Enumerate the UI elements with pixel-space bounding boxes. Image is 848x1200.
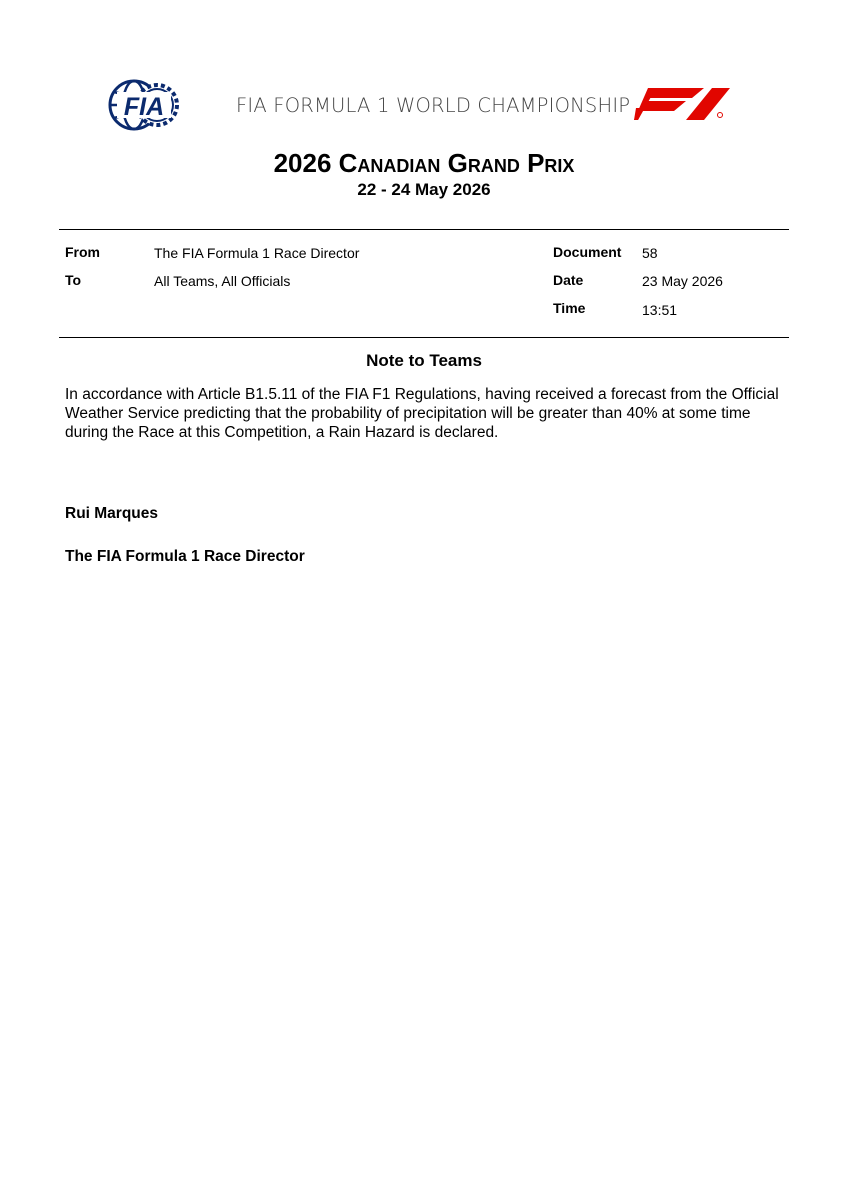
date-label: Date	[553, 272, 584, 288]
svg-text:FIA: FIA	[123, 93, 165, 121]
time-value: 13:51	[642, 302, 678, 318]
note-body: In accordance with Article B1.5.11 of the FIA F1 Regulations, having received a forecast from the Official Weather Service predicting that the probability of precipitation will be greater than 40% at some time during the Race at this Competition, a Rain Hazard is declared.	[65, 386, 779, 441]
fia-logo	[107, 78, 181, 132]
championship-title: FIA FORMULA 1 WORLD CHAMPIONSHIP	[236, 94, 631, 117]
header-divider-bottom	[59, 337, 789, 338]
document-value: 58	[642, 245, 658, 261]
document-label: Document	[553, 244, 622, 260]
event-dates: 22 - 24 May 2026	[357, 180, 491, 199]
to-value: All Teams, All Officials	[154, 273, 291, 289]
header-divider-top	[59, 229, 789, 230]
from-value: The FIA Formula 1 Race Director	[154, 245, 360, 261]
note-title: Note to Teams	[366, 351, 482, 370]
event-title: 2026 Canadian Grand Prix	[273, 148, 575, 178]
f1-logo	[634, 88, 738, 120]
signatory-role: The FIA Formula 1 Race Director	[65, 548, 305, 565]
to-label: To	[65, 272, 82, 288]
from-label: From	[65, 244, 100, 260]
date-value: 23 May 2026	[642, 273, 723, 289]
time-label: Time	[553, 300, 586, 316]
document-header	[0, 0, 848, 140]
signatory-name: Rui Marques	[65, 505, 159, 522]
